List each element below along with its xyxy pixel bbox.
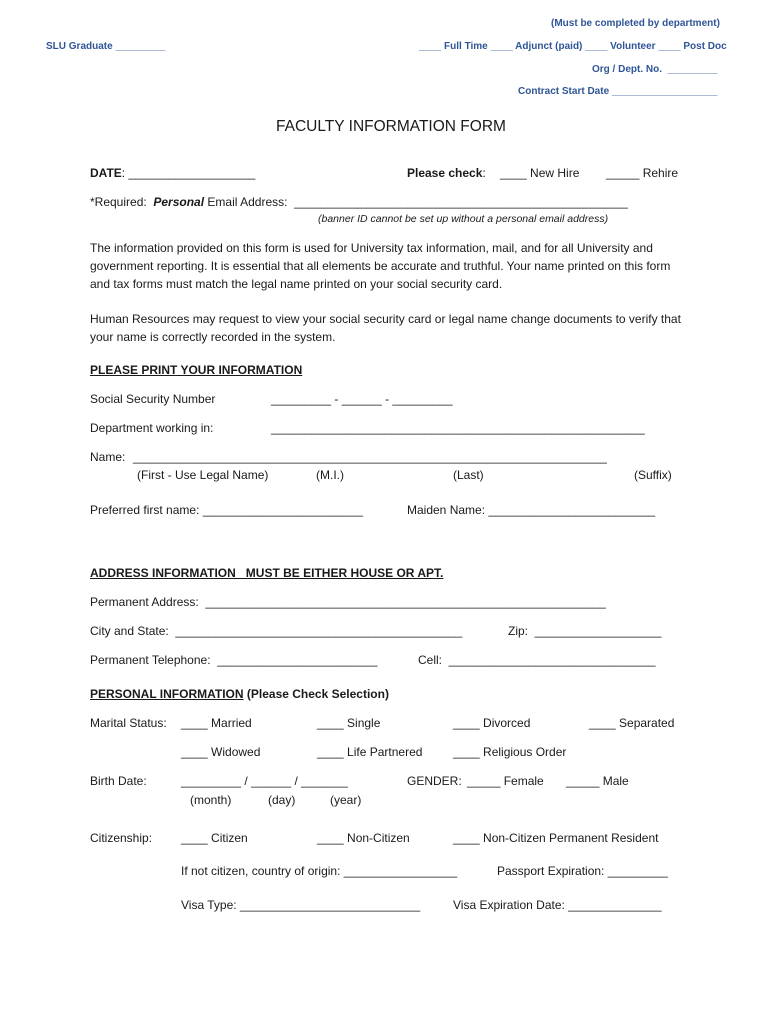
married-option[interactable]: ____ Married: [181, 716, 252, 730]
last-name-hint: (Last): [453, 468, 484, 482]
birth-date-field[interactable]: _________ / ______ / _______: [181, 774, 348, 788]
personal-heading-text: PERSONAL INFORMATION: [90, 687, 244, 701]
department-field[interactable]: ________________________________________________________: [271, 421, 645, 435]
personal-heading-note: (Please Check Selection): [243, 687, 389, 701]
female-option[interactable]: _____ Female: [467, 774, 544, 788]
rehire-option[interactable]: _____ Rehire: [606, 166, 679, 180]
email-line[interactable]: Email Address: __________________________________________________: [204, 195, 628, 209]
single-option[interactable]: ____ Single: [317, 716, 381, 730]
maiden-name-field[interactable]: Maiden Name: _________________________: [407, 503, 656, 517]
separated-option[interactable]: ____ Separated: [589, 716, 675, 730]
ssn-field[interactable]: _________ - ______ - _________: [271, 392, 453, 406]
please-check-label: [407, 166, 486, 180]
please-check-text: Please check: [407, 166, 483, 180]
org-dept-field[interactable]: Org / Dept. No. _________: [592, 64, 718, 75]
form-title: FACULTY INFORMATION FORM: [276, 118, 506, 135]
address-section-heading: ADDRESS INFORMATION MUST BE EITHER HOUSE OR APT.: [90, 566, 444, 580]
passport-expiration-field[interactable]: Passport Expiration: _________: [497, 864, 668, 878]
employment-type-options[interactable]: ____ Full Time ____ Adjunct (paid) ____ Volunteer ____ Post Doc: [419, 41, 727, 52]
marital-status-label: Marital Status:: [90, 716, 167, 730]
name-label: Name:: [90, 450, 126, 464]
department-label: Department working in:: [90, 421, 214, 435]
birth-date-label: Birth Date:: [90, 774, 147, 788]
first-name-hint: (First - Use Legal Name): [137, 468, 269, 482]
citizenship-label: Citizenship:: [90, 831, 153, 845]
year-hint: (year): [330, 793, 362, 807]
suffix-hint: (Suffix): [634, 468, 672, 482]
department-note: (Must be completed by department): [551, 18, 720, 29]
religious-order-option[interactable]: ____ Religious Order: [453, 745, 567, 759]
citizen-option[interactable]: ____ Citizen: [181, 831, 248, 845]
zip-field[interactable]: Zip: ___________________: [508, 624, 662, 638]
new-hire-option[interactable]: ____ New Hire: [500, 166, 580, 180]
print-section-heading: PLEASE PRINT YOUR INFORMATION: [90, 363, 303, 377]
date-label: DATE: [90, 166, 122, 180]
contract-start-field[interactable]: Contract Start Date ___________________: [518, 86, 718, 97]
personal-section-heading: [90, 687, 389, 701]
visa-expiration-field[interactable]: Visa Expiration Date: ______________: [453, 898, 662, 912]
info-paragraph: The information provided on this form is used for University tax information, mail, and for all University and government reporting. It is essential that all elements be accurate and truthful. Your name printed on this form and tax forms must match the legal name printed on your social security card.: [90, 241, 671, 291]
preferred-name-field[interactable]: Preferred first name: ________________________: [90, 503, 363, 517]
middle-initial-hint: (M.I.): [316, 468, 344, 482]
month-hint: (month): [190, 793, 232, 807]
country-of-origin-field[interactable]: If not citizen, country of origin: _________________: [181, 864, 458, 878]
personal-email-field[interactable]: [90, 195, 628, 209]
non-citizen-option[interactable]: ____ Non-Citizen: [317, 831, 410, 845]
slu-graduate-field[interactable]: SLU Graduate _________: [46, 41, 166, 52]
required-prefix: *Required:: [90, 195, 154, 209]
gender-label: GENDER:: [407, 774, 462, 788]
male-option[interactable]: _____ Male: [566, 774, 629, 788]
personal-emphasis: Personal: [153, 195, 205, 209]
life-partnered-option[interactable]: ____ Life Partnered: [317, 745, 423, 759]
hr-paragraph: Human Resources may request to view your social security card or legal name change documents to verify that your name is correctly recorded in the system.: [90, 312, 681, 344]
divorced-option[interactable]: ____ Divorced: [453, 716, 531, 730]
date-field[interactable]: [90, 166, 255, 180]
name-field[interactable]: _______________________________________________________________________: [133, 450, 607, 464]
please-check-colon: :: [482, 166, 486, 180]
visa-type-field[interactable]: Visa Type: ___________________________: [181, 898, 421, 912]
cell-field[interactable]: Cell: _______________________________: [418, 653, 656, 667]
permanent-address-field[interactable]: Permanent Address: ____________________________________________________________: [90, 595, 606, 609]
city-state-field[interactable]: City and State: ___________________________________________: [90, 624, 463, 638]
non-citizen-permanent-resident-option[interactable]: ____ Non-Citizen Permanent Resident: [453, 831, 659, 845]
permanent-telephone-field[interactable]: Permanent Telephone: ________________________: [90, 653, 378, 667]
banner-note: (banner ID cannot be set up without a personal email address): [318, 213, 609, 225]
ssn-label: Social Security Number: [90, 392, 216, 406]
date-line[interactable]: : ___________________: [121, 166, 256, 180]
widowed-option[interactable]: ____ Widowed: [181, 745, 261, 759]
day-hint: (day): [268, 793, 296, 807]
